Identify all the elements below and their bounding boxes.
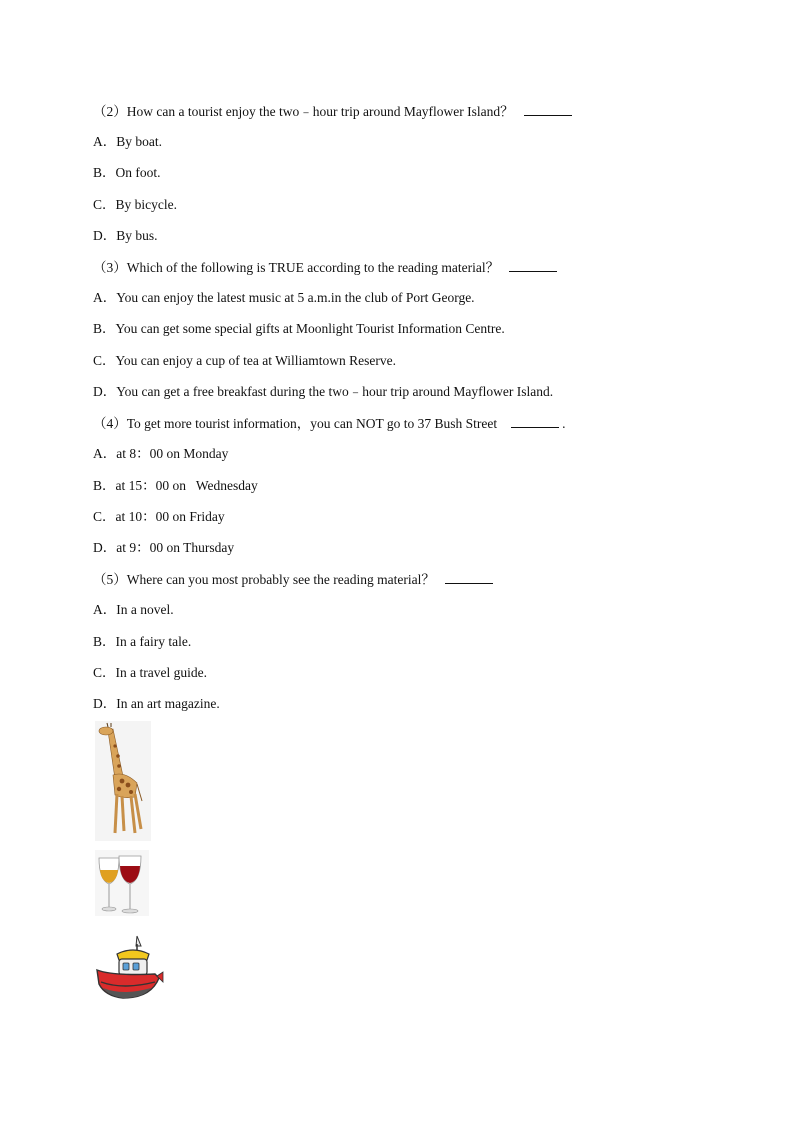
question-2-option-a: A．By boat. xyxy=(93,134,162,149)
answer-blank[interactable] xyxy=(511,414,559,428)
question-4-option-b: B．at 15：00 on Wednesday xyxy=(93,478,258,493)
question-5-stem: （5）Where can you most probably see the reading material？ xyxy=(93,570,493,589)
question-2-option-c: C．By bicycle. xyxy=(93,197,177,212)
question-5-option-d: D．In an art magazine. xyxy=(93,696,220,711)
question-2-stem: （2）How can a tourist enjoy the two﹣hour trip around Mayflower Island？ xyxy=(93,102,572,121)
question-4-option-a: A．at 8：00 on Monday xyxy=(93,446,229,461)
boat-image xyxy=(93,932,165,1004)
question-2-option-b: B．On foot. xyxy=(93,165,161,180)
question-4-stem: （4）To get more tourist information，you can NOT go to 37 Bush Street . xyxy=(93,416,566,431)
question-3-option-a: A．You can enjoy the latest music at 5 a.m.in the club of Port George. xyxy=(93,290,475,305)
answer-blank[interactable] xyxy=(445,570,493,584)
answer-blank[interactable] xyxy=(509,258,557,272)
wine-glasses-image xyxy=(95,850,149,916)
question-4-option-d: D．at 9：00 on Thursday xyxy=(93,540,235,555)
question-4-option-c: C．at 10：00 on Friday xyxy=(93,509,225,524)
giraffe-image xyxy=(95,721,151,841)
question-3-option-b: B．You can get some special gifts at Moonlight Tourist Information Centre. xyxy=(93,321,505,336)
question-3-option-c: C．You can enjoy a cup of tea at Williamtown Reserve. xyxy=(93,353,397,368)
question-5-option-a: A．In a novel. xyxy=(93,602,174,617)
question-5-option-c: C．In a travel guide. xyxy=(93,665,207,680)
answer-blank[interactable] xyxy=(524,102,572,116)
question-5-option-b: B．In a fairy tale. xyxy=(93,634,192,649)
question-3-stem: （3）Which of the following is TRUE according to the reading material？ xyxy=(93,258,557,277)
question-2-option-d: D．By bus. xyxy=(93,228,158,243)
question-3-option-d: D．You can get a free breakfast during the two﹣hour trip around Mayflower Island. xyxy=(93,384,554,399)
